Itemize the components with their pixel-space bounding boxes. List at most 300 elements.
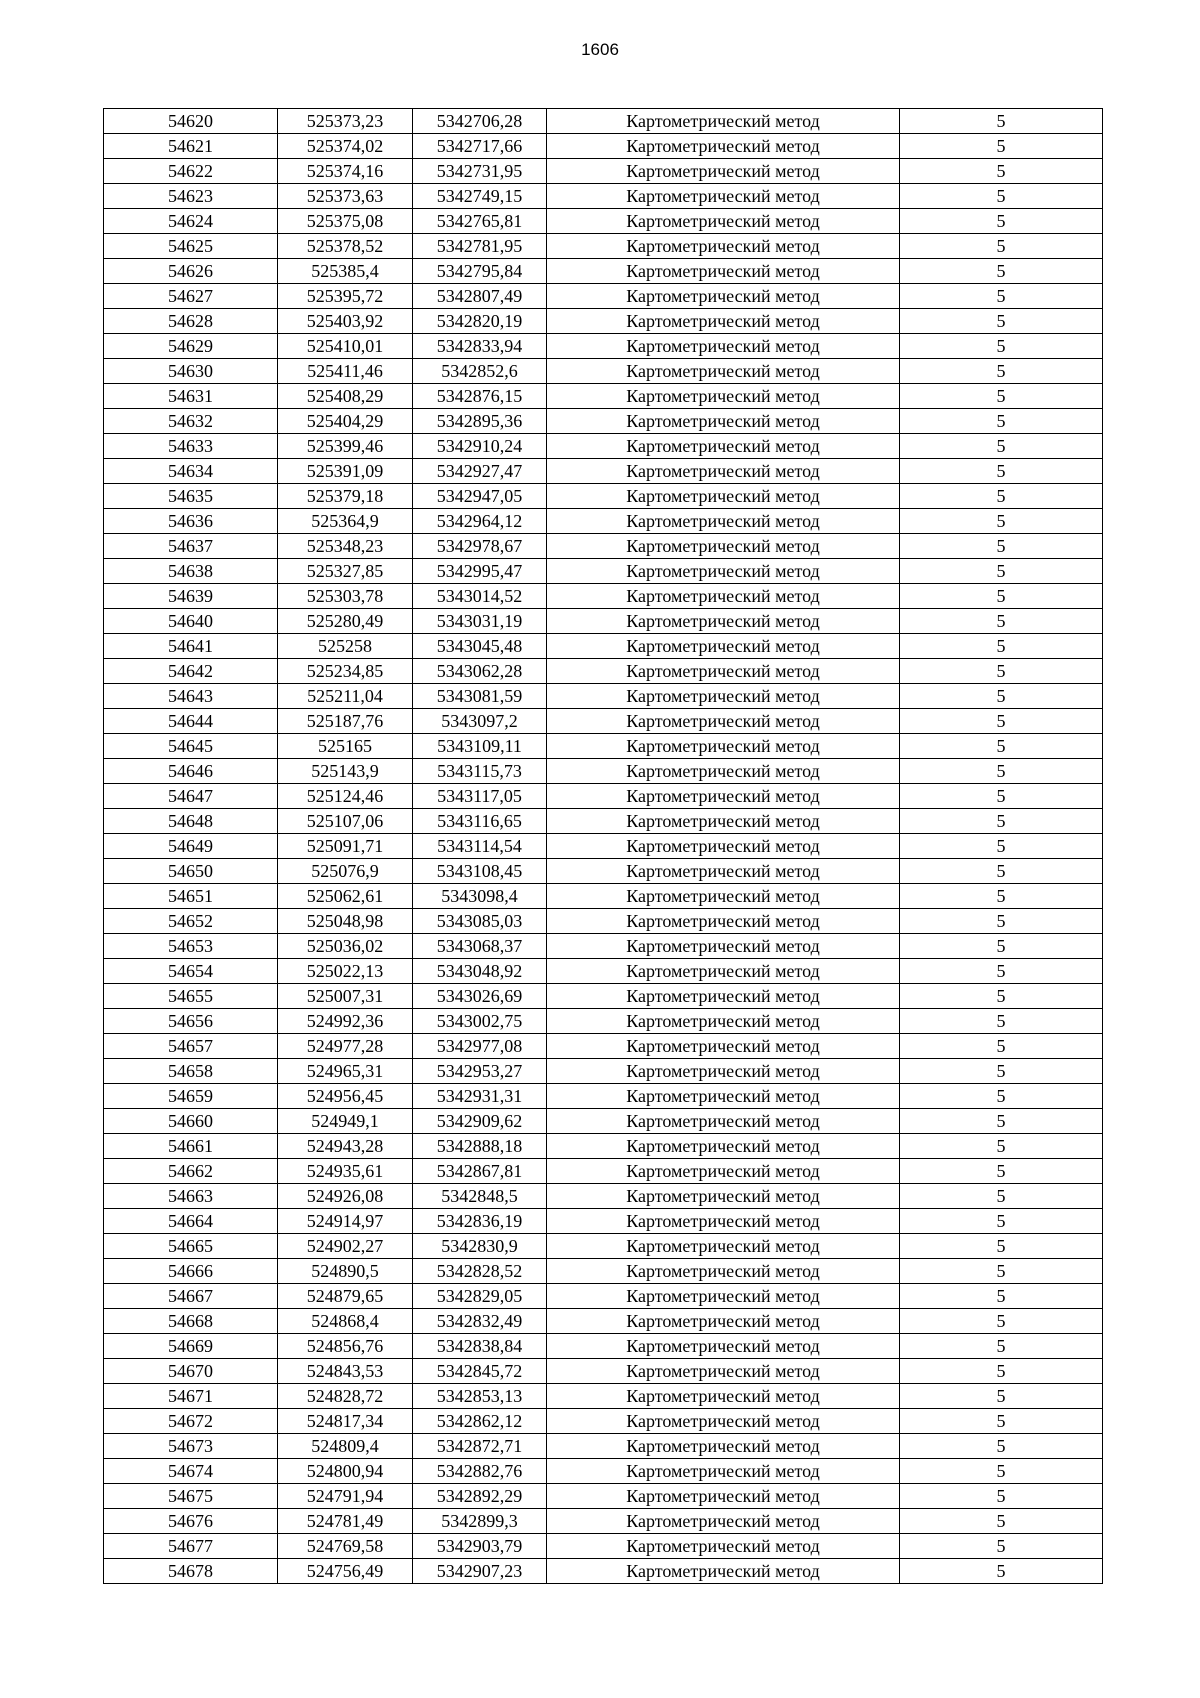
method-cell: Картометрический метод <box>547 534 900 559</box>
accuracy-cell: 5 <box>900 259 1103 284</box>
method-cell: Картометрический метод <box>547 1059 900 1084</box>
table-row <box>104 1059 1103 1084</box>
accuracy-cell: 5 <box>900 459 1103 484</box>
accuracy-cell: 5 <box>900 734 1103 759</box>
point-number-cell: 54658 <box>104 1059 278 1084</box>
method-cell: Картометрический метод <box>547 259 900 284</box>
point-number-cell: 54631 <box>104 384 278 409</box>
y-coordinate-cell: 5343097,2 <box>413 709 547 734</box>
point-number-cell: 54665 <box>104 1234 278 1259</box>
point-number-cell: 54672 <box>104 1409 278 1434</box>
y-coordinate-cell: 5342765,81 <box>413 209 547 234</box>
method-cell: Картометрический метод <box>547 1034 900 1059</box>
point-number-cell: 54645 <box>104 734 278 759</box>
accuracy-cell: 5 <box>900 1184 1103 1209</box>
point-number-cell: 54663 <box>104 1184 278 1209</box>
point-number-cell: 54621 <box>104 134 278 159</box>
y-coordinate-cell: 5343068,37 <box>413 934 547 959</box>
point-number-cell: 54676 <box>104 1509 278 1534</box>
accuracy-cell: 5 <box>900 1034 1103 1059</box>
accuracy-cell: 5 <box>900 1134 1103 1159</box>
y-coordinate-cell: 5342995,47 <box>413 559 547 584</box>
accuracy-cell: 5 <box>900 809 1103 834</box>
method-cell: Картометрический метод <box>547 309 900 334</box>
point-number-cell: 54640 <box>104 609 278 634</box>
x-coordinate-cell: 525404,29 <box>278 409 413 434</box>
table-row <box>104 1334 1103 1359</box>
table-row <box>104 134 1103 159</box>
accuracy-cell: 5 <box>900 759 1103 784</box>
x-coordinate-cell: 525165 <box>278 734 413 759</box>
accuracy-cell: 5 <box>900 1534 1103 1559</box>
point-number-cell: 54646 <box>104 759 278 784</box>
x-coordinate-cell: 525076,9 <box>278 859 413 884</box>
table-row <box>104 109 1103 134</box>
method-cell: Картометрический метод <box>547 434 900 459</box>
point-number-cell: 54660 <box>104 1109 278 1134</box>
table-row <box>104 1559 1103 1584</box>
method-cell: Картометрический метод <box>547 809 900 834</box>
y-coordinate-cell: 5343031,19 <box>413 609 547 634</box>
accuracy-cell: 5 <box>900 1484 1103 1509</box>
y-coordinate-cell: 5343108,45 <box>413 859 547 884</box>
y-coordinate-cell: 5342781,95 <box>413 234 547 259</box>
point-number-cell: 54677 <box>104 1534 278 1559</box>
x-coordinate-cell: 524949,1 <box>278 1109 413 1134</box>
method-cell: Картометрический метод <box>547 134 900 159</box>
y-coordinate-cell: 5342953,27 <box>413 1059 547 1084</box>
method-cell: Картометрический метод <box>547 634 900 659</box>
accuracy-cell: 5 <box>900 309 1103 334</box>
accuracy-cell: 5 <box>900 1209 1103 1234</box>
method-cell: Картометрический метод <box>547 184 900 209</box>
point-number-cell: 54661 <box>104 1134 278 1159</box>
accuracy-cell: 5 <box>900 359 1103 384</box>
x-coordinate-cell: 524902,27 <box>278 1234 413 1259</box>
method-cell: Картометрический метод <box>547 1459 900 1484</box>
y-coordinate-cell: 5342820,19 <box>413 309 547 334</box>
x-coordinate-cell: 524926,08 <box>278 1184 413 1209</box>
page-number: 1606 <box>581 40 619 59</box>
method-cell: Картометрический метод <box>547 1509 900 1534</box>
point-number-cell: 54637 <box>104 534 278 559</box>
x-coordinate-cell: 525124,46 <box>278 784 413 809</box>
y-coordinate-cell: 5342978,67 <box>413 534 547 559</box>
x-coordinate-cell: 524809,4 <box>278 1434 413 1459</box>
table-row <box>104 1234 1103 1259</box>
point-number-cell: 54656 <box>104 1009 278 1034</box>
table-row <box>104 1409 1103 1434</box>
point-number-cell: 54666 <box>104 1259 278 1284</box>
method-cell: Картометрический метод <box>547 1184 900 1209</box>
y-coordinate-cell: 5342903,79 <box>413 1534 547 1559</box>
accuracy-cell: 5 <box>900 234 1103 259</box>
y-coordinate-cell: 5343098,4 <box>413 884 547 909</box>
method-cell: Картометрический метод <box>547 159 900 184</box>
accuracy-cell: 5 <box>900 534 1103 559</box>
table-row <box>104 1034 1103 1059</box>
method-cell: Картометрический метод <box>547 1309 900 1334</box>
y-coordinate-cell: 5342853,13 <box>413 1384 547 1409</box>
table-row <box>104 784 1103 809</box>
accuracy-cell: 5 <box>900 1259 1103 1284</box>
x-coordinate-cell: 524756,49 <box>278 1559 413 1584</box>
y-coordinate-cell: 5342899,3 <box>413 1509 547 1534</box>
method-cell: Картометрический метод <box>547 1234 900 1259</box>
point-number-cell: 54639 <box>104 584 278 609</box>
table-row <box>104 1459 1103 1484</box>
y-coordinate-cell: 5342832,49 <box>413 1309 547 1334</box>
table-row <box>104 1309 1103 1334</box>
y-coordinate-cell: 5343026,69 <box>413 984 547 1009</box>
method-cell: Картометрический метод <box>547 959 900 984</box>
y-coordinate-cell: 5342833,94 <box>413 334 547 359</box>
accuracy-cell: 5 <box>900 434 1103 459</box>
method-cell: Картометрический метод <box>547 359 900 384</box>
method-cell: Картометрический метод <box>547 1559 900 1584</box>
accuracy-cell: 5 <box>900 159 1103 184</box>
x-coordinate-cell: 525048,98 <box>278 909 413 934</box>
method-cell: Картометрический метод <box>547 1359 900 1384</box>
y-coordinate-cell: 5342852,6 <box>413 359 547 384</box>
x-coordinate-cell: 525091,71 <box>278 834 413 859</box>
point-number-cell: 54626 <box>104 259 278 284</box>
accuracy-cell: 5 <box>900 1309 1103 1334</box>
table-row <box>104 284 1103 309</box>
y-coordinate-cell: 5342907,23 <box>413 1559 547 1584</box>
accuracy-cell: 5 <box>900 559 1103 584</box>
point-number-cell: 54634 <box>104 459 278 484</box>
y-coordinate-cell: 5342795,84 <box>413 259 547 284</box>
x-coordinate-cell: 525385,4 <box>278 259 413 284</box>
table-row <box>104 359 1103 384</box>
x-coordinate-cell: 525374,02 <box>278 134 413 159</box>
table-row <box>104 934 1103 959</box>
table-row <box>104 984 1103 1009</box>
x-coordinate-cell: 525391,09 <box>278 459 413 484</box>
method-cell: Картометрический метод <box>547 1534 900 1559</box>
y-coordinate-cell: 5342964,12 <box>413 509 547 534</box>
point-number-cell: 54648 <box>104 809 278 834</box>
x-coordinate-cell: 524843,53 <box>278 1359 413 1384</box>
point-number-cell: 54667 <box>104 1284 278 1309</box>
x-coordinate-cell: 525403,92 <box>278 309 413 334</box>
method-cell: Картометрический метод <box>547 1384 900 1409</box>
x-coordinate-cell: 525036,02 <box>278 934 413 959</box>
method-cell: Картометрический метод <box>547 1409 900 1434</box>
method-cell: Картометрический метод <box>547 509 900 534</box>
table-row <box>104 1159 1103 1184</box>
point-number-cell: 54623 <box>104 184 278 209</box>
accuracy-cell: 5 <box>900 1459 1103 1484</box>
point-number-cell: 54675 <box>104 1484 278 1509</box>
point-number-cell: 54633 <box>104 434 278 459</box>
accuracy-cell: 5 <box>900 109 1103 134</box>
y-coordinate-cell: 5342872,71 <box>413 1434 547 1459</box>
x-coordinate-cell: 525107,06 <box>278 809 413 834</box>
point-number-cell: 54643 <box>104 684 278 709</box>
table-row <box>104 434 1103 459</box>
method-cell: Картометрический метод <box>547 234 900 259</box>
x-coordinate-cell: 525211,04 <box>278 684 413 709</box>
table-row <box>104 1384 1103 1409</box>
table-row <box>104 309 1103 334</box>
accuracy-cell: 5 <box>900 134 1103 159</box>
accuracy-cell: 5 <box>900 1159 1103 1184</box>
method-cell: Картометрический метод <box>547 659 900 684</box>
table-row <box>104 609 1103 634</box>
method-cell: Картометрический метод <box>547 284 900 309</box>
table-row <box>104 1534 1103 1559</box>
y-coordinate-cell: 5342977,08 <box>413 1034 547 1059</box>
method-cell: Картометрический метод <box>547 559 900 584</box>
y-coordinate-cell: 5342931,31 <box>413 1084 547 1109</box>
accuracy-cell: 5 <box>900 409 1103 434</box>
y-coordinate-cell: 5342892,29 <box>413 1484 547 1509</box>
y-coordinate-cell: 5342909,62 <box>413 1109 547 1134</box>
x-coordinate-cell: 524817,34 <box>278 1409 413 1434</box>
point-number-cell: 54636 <box>104 509 278 534</box>
accuracy-cell: 5 <box>900 284 1103 309</box>
table-row <box>104 559 1103 584</box>
point-number-cell: 54622 <box>104 159 278 184</box>
table-row <box>104 409 1103 434</box>
table-row <box>104 384 1103 409</box>
table-row <box>104 759 1103 784</box>
point-number-cell: 54624 <box>104 209 278 234</box>
method-cell: Картометрический метод <box>547 984 900 1009</box>
accuracy-cell: 5 <box>900 1384 1103 1409</box>
table-row <box>104 1509 1103 1534</box>
point-number-cell: 54628 <box>104 309 278 334</box>
y-coordinate-cell: 5342731,95 <box>413 159 547 184</box>
method-cell: Картометрический метод <box>547 384 900 409</box>
table-row <box>104 1184 1103 1209</box>
table-row <box>104 1084 1103 1109</box>
table-row <box>104 509 1103 534</box>
x-coordinate-cell: 524935,61 <box>278 1159 413 1184</box>
y-coordinate-cell: 5342828,52 <box>413 1259 547 1284</box>
y-coordinate-cell: 5342895,36 <box>413 409 547 434</box>
point-number-cell: 54620 <box>104 109 278 134</box>
table-row <box>104 1484 1103 1509</box>
point-number-cell: 54678 <box>104 1559 278 1584</box>
table-row <box>104 1134 1103 1159</box>
accuracy-cell: 5 <box>900 1434 1103 1459</box>
method-cell: Картометрический метод <box>547 1259 900 1284</box>
method-cell: Картометрический метод <box>547 1334 900 1359</box>
table-row <box>104 1284 1103 1309</box>
table-row <box>104 209 1103 234</box>
x-coordinate-cell: 525399,46 <box>278 434 413 459</box>
point-number-cell: 54659 <box>104 1084 278 1109</box>
x-coordinate-cell: 525143,9 <box>278 759 413 784</box>
x-coordinate-cell: 525348,23 <box>278 534 413 559</box>
x-coordinate-cell: 524914,97 <box>278 1209 413 1234</box>
method-cell: Картометрический метод <box>547 909 900 934</box>
point-number-cell: 54625 <box>104 234 278 259</box>
y-coordinate-cell: 5343109,11 <box>413 734 547 759</box>
point-number-cell: 54627 <box>104 284 278 309</box>
method-cell: Картометрический метод <box>547 209 900 234</box>
method-cell: Картометрический метод <box>547 784 900 809</box>
accuracy-cell: 5 <box>900 984 1103 1009</box>
table-row <box>104 634 1103 659</box>
x-coordinate-cell: 524890,5 <box>278 1259 413 1284</box>
table-row <box>104 1109 1103 1134</box>
table-row <box>104 1209 1103 1234</box>
point-number-cell: 54651 <box>104 884 278 909</box>
x-coordinate-cell: 525022,13 <box>278 959 413 984</box>
accuracy-cell: 5 <box>900 709 1103 734</box>
point-number-cell: 54654 <box>104 959 278 984</box>
x-coordinate-cell: 525408,29 <box>278 384 413 409</box>
y-coordinate-cell: 5343081,59 <box>413 684 547 709</box>
table-row <box>104 484 1103 509</box>
accuracy-cell: 5 <box>900 1284 1103 1309</box>
x-coordinate-cell: 524956,45 <box>278 1084 413 1109</box>
table-row <box>104 834 1103 859</box>
point-number-cell: 54641 <box>104 634 278 659</box>
accuracy-cell: 5 <box>900 1359 1103 1384</box>
method-cell: Картометрический метод <box>547 1084 900 1109</box>
x-coordinate-cell: 525258 <box>278 634 413 659</box>
point-number-cell: 54664 <box>104 1209 278 1234</box>
point-number-cell: 54649 <box>104 834 278 859</box>
x-coordinate-cell: 525373,63 <box>278 184 413 209</box>
y-coordinate-cell: 5343115,73 <box>413 759 547 784</box>
y-coordinate-cell: 5342830,9 <box>413 1234 547 1259</box>
method-cell: Картометрический метод <box>547 1009 900 1034</box>
x-coordinate-cell: 525303,78 <box>278 584 413 609</box>
accuracy-cell: 5 <box>900 684 1103 709</box>
y-coordinate-cell: 5343014,52 <box>413 584 547 609</box>
y-coordinate-cell: 5343114,54 <box>413 834 547 859</box>
x-coordinate-cell: 524965,31 <box>278 1059 413 1084</box>
coordinates-table <box>103 108 1103 1584</box>
x-coordinate-cell: 525062,61 <box>278 884 413 909</box>
accuracy-cell: 5 <box>900 834 1103 859</box>
method-cell: Картометрический метод <box>547 684 900 709</box>
table-row <box>104 334 1103 359</box>
accuracy-cell: 5 <box>900 1334 1103 1359</box>
method-cell: Картометрический метод <box>547 484 900 509</box>
accuracy-cell: 5 <box>900 784 1103 809</box>
point-number-cell: 54674 <box>104 1459 278 1484</box>
table-row <box>104 234 1103 259</box>
y-coordinate-cell: 5342838,84 <box>413 1334 547 1359</box>
y-coordinate-cell: 5343062,28 <box>413 659 547 684</box>
accuracy-cell: 5 <box>900 1009 1103 1034</box>
accuracy-cell: 5 <box>900 209 1103 234</box>
y-coordinate-cell: 5342876,15 <box>413 384 547 409</box>
method-cell: Картометрический метод <box>547 584 900 609</box>
accuracy-cell: 5 <box>900 334 1103 359</box>
point-number-cell: 54670 <box>104 1359 278 1384</box>
table-row <box>104 1009 1103 1034</box>
x-coordinate-cell: 524977,28 <box>278 1034 413 1059</box>
accuracy-cell: 5 <box>900 484 1103 509</box>
x-coordinate-cell: 525280,49 <box>278 609 413 634</box>
table-row <box>104 1359 1103 1384</box>
y-coordinate-cell: 5342848,5 <box>413 1184 547 1209</box>
y-coordinate-cell: 5342882,76 <box>413 1459 547 1484</box>
table-row <box>104 734 1103 759</box>
accuracy-cell: 5 <box>900 1509 1103 1534</box>
accuracy-cell: 5 <box>900 959 1103 984</box>
method-cell: Картометрический метод <box>547 1209 900 1234</box>
table-row <box>104 809 1103 834</box>
table-row <box>104 659 1103 684</box>
x-coordinate-cell: 525410,01 <box>278 334 413 359</box>
x-coordinate-cell: 525378,52 <box>278 234 413 259</box>
y-coordinate-cell: 5343085,03 <box>413 909 547 934</box>
accuracy-cell: 5 <box>900 1234 1103 1259</box>
point-number-cell: 54629 <box>104 334 278 359</box>
accuracy-cell: 5 <box>900 634 1103 659</box>
table-row <box>104 534 1103 559</box>
table-row <box>104 159 1103 184</box>
method-cell: Картометрический метод <box>547 409 900 434</box>
x-coordinate-cell: 525187,76 <box>278 709 413 734</box>
point-number-cell: 54657 <box>104 1034 278 1059</box>
y-coordinate-cell: 5342749,15 <box>413 184 547 209</box>
table-row <box>104 459 1103 484</box>
point-number-cell: 54644 <box>104 709 278 734</box>
y-coordinate-cell: 5343116,65 <box>413 809 547 834</box>
x-coordinate-cell: 525234,85 <box>278 659 413 684</box>
method-cell: Картометрический метод <box>547 609 900 634</box>
point-number-cell: 54655 <box>104 984 278 1009</box>
point-number-cell: 54673 <box>104 1434 278 1459</box>
x-coordinate-cell: 524791,94 <box>278 1484 413 1509</box>
x-coordinate-cell: 524781,49 <box>278 1509 413 1534</box>
method-cell: Картометрический метод <box>547 709 900 734</box>
method-cell: Картометрический метод <box>547 1134 900 1159</box>
accuracy-cell: 5 <box>900 184 1103 209</box>
y-coordinate-cell: 5343048,92 <box>413 959 547 984</box>
table-row <box>104 959 1103 984</box>
table-row <box>104 884 1103 909</box>
accuracy-cell: 5 <box>900 1109 1103 1134</box>
y-coordinate-cell: 5342829,05 <box>413 1284 547 1309</box>
accuracy-cell: 5 <box>900 884 1103 909</box>
y-coordinate-cell: 5342862,12 <box>413 1409 547 1434</box>
accuracy-cell: 5 <box>900 584 1103 609</box>
point-number-cell: 54662 <box>104 1159 278 1184</box>
y-coordinate-cell: 5342807,49 <box>413 284 547 309</box>
y-coordinate-cell: 5342836,19 <box>413 1209 547 1234</box>
point-number-cell: 54652 <box>104 909 278 934</box>
table-row <box>104 259 1103 284</box>
table-row <box>104 1259 1103 1284</box>
y-coordinate-cell: 5342867,81 <box>413 1159 547 1184</box>
accuracy-cell: 5 <box>900 1559 1103 1584</box>
x-coordinate-cell: 524868,4 <box>278 1309 413 1334</box>
method-cell: Картометрический метод <box>547 834 900 859</box>
accuracy-cell: 5 <box>900 934 1103 959</box>
table-row <box>104 909 1103 934</box>
method-cell: Картометрический метод <box>547 734 900 759</box>
accuracy-cell: 5 <box>900 384 1103 409</box>
method-cell: Картометрический метод <box>547 459 900 484</box>
method-cell: Картометрический метод <box>547 1484 900 1509</box>
accuracy-cell: 5 <box>900 1084 1103 1109</box>
point-number-cell: 54635 <box>104 484 278 509</box>
y-coordinate-cell: 5342888,18 <box>413 1134 547 1159</box>
accuracy-cell: 5 <box>900 609 1103 634</box>
table-row <box>104 184 1103 209</box>
